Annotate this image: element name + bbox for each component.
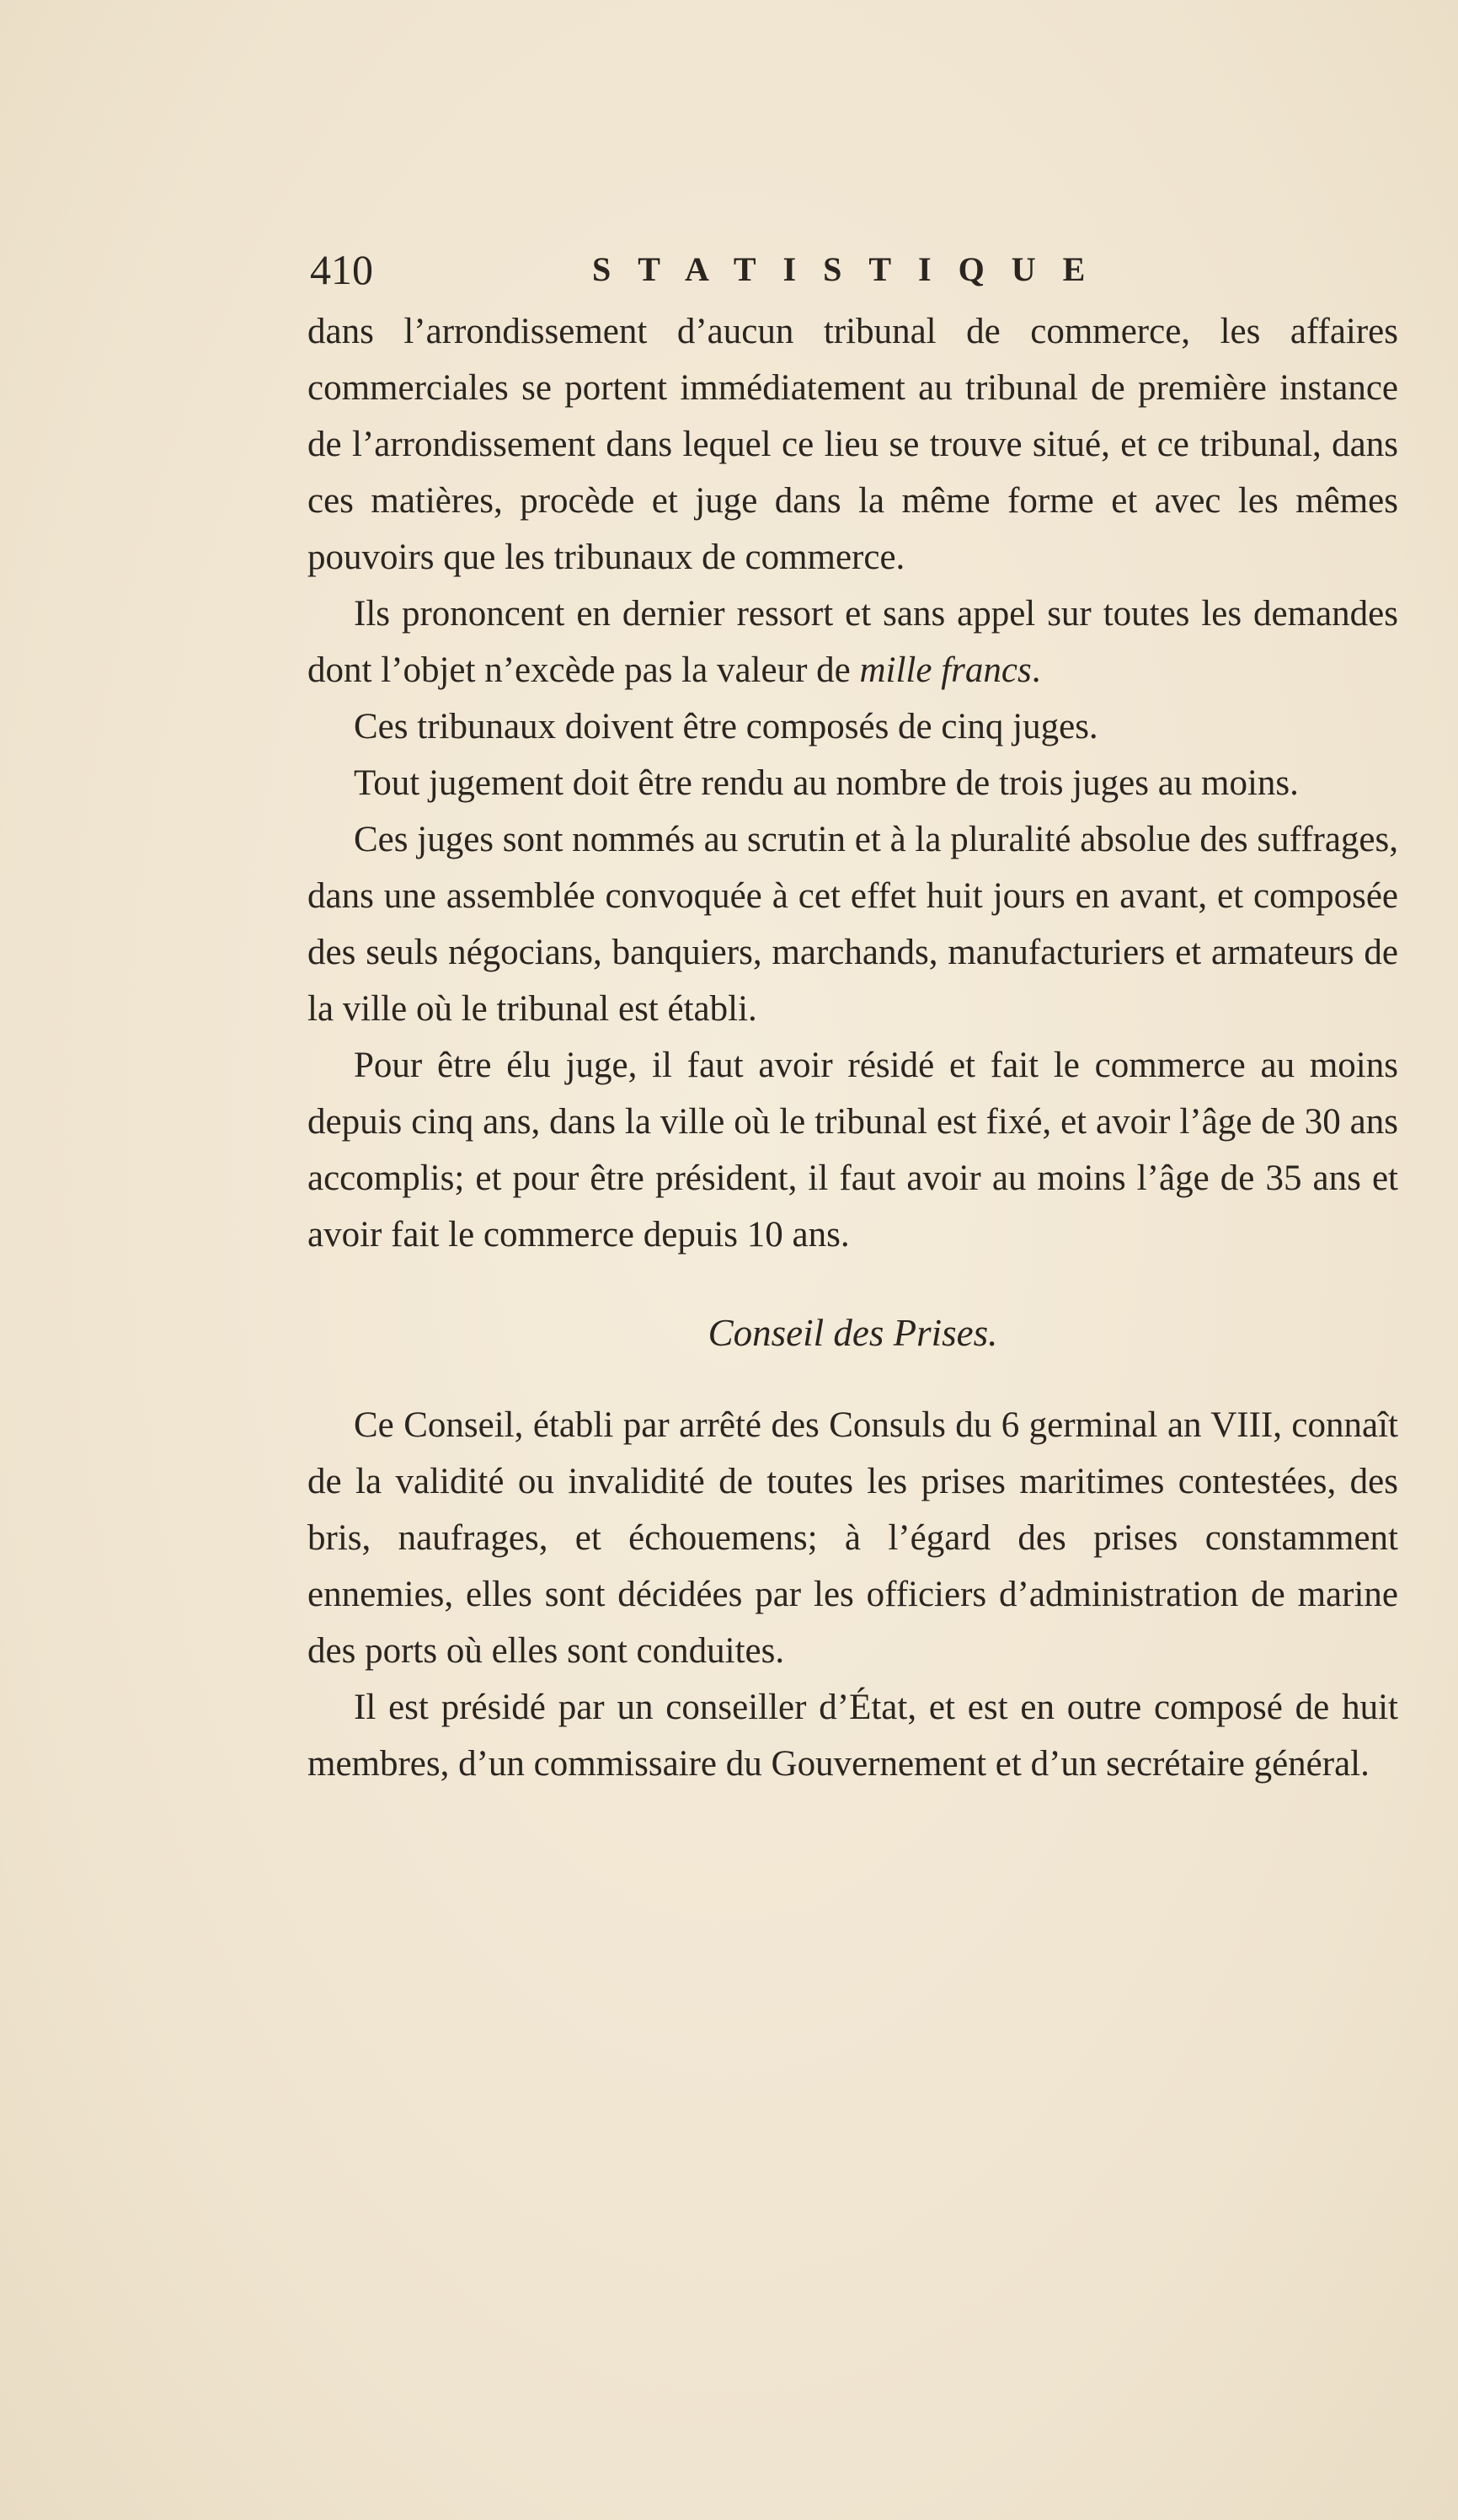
- paragraph-presidence: Il est présidé par un conseiller d’État, et est en outre composé de huit membres, d’un commissaire du Gouvernement et d’un secrétaire général.: [307, 1688, 1398, 1784]
- running-title: STATISTIQUE: [592, 250, 1113, 288]
- paragraph-conseil: Ce Conseil, établi par arrêté des Consuls du 6 germinal an VIII, connaît de la validité ou invalidité de toutes les prises maritimes contestées, des bris, naufrages, et échouemens; à l’égard des prises constamment ennemies, elles sont décidées par les officiers d’administration de marine des ports où elles sont conduites.: [307, 1405, 1398, 1671]
- paragraph-ressort: [307, 586, 1398, 698]
- paragraph-continuation: dans l’arrondissement d’aucun tribunal de commerce, les affaires commerciales se portent immédiatement au tribunal de première instance de l’arrondissement dans lequel ce lieu se trouve situé, et ce tribunal, dans ces matières, procède et juge dans la même forme et avec les mêmes pouvoirs que les tribunaux de commerce.: [307, 312, 1398, 577]
- page-body: [307, 303, 1398, 1792]
- paragraph-eligibilite: Pour être élu juge, il faut avoir résidé et fait le commerce au moins depuis cinq ans, dans la ville où le tribunal est fixé, et avoir l’âge de 30 ans accomplis; et pour être président, il faut avoir au moins l’âge de 35 ans et avoir fait le commerce depuis 10 ans.: [307, 1046, 1398, 1255]
- paragraph-ressort-text: Ils prononcent en dernier ressort et sans appel sur toutes les demandes dont l’objet n’excède pas la valeur de: [307, 594, 1398, 690]
- page-number: 410: [310, 246, 373, 293]
- italic-amount: mille francs: [859, 650, 1032, 690]
- paragraph-ressort-end: .: [1031, 650, 1041, 690]
- section-title: Conseil des Prises.: [708, 1312, 998, 1354]
- paragraph-composition: Ces tribunaux doivent être composés de cinq juges.: [354, 707, 1098, 746]
- paragraph-nomination: Ces juges sont nommés au scrutin et à la pluralité absolue des suffrages, dans une assemblée convoquée à cet effet huit jours en avant, et composée des seuls négocians, banquiers, marchands, manufacturiers et armateurs de la ville où le tribunal est établi.: [307, 820, 1398, 1029]
- paragraph-jugement: Tout jugement doit être rendu au nombre de trois juges au moins.: [354, 763, 1299, 803]
- page-header: [310, 240, 1405, 299]
